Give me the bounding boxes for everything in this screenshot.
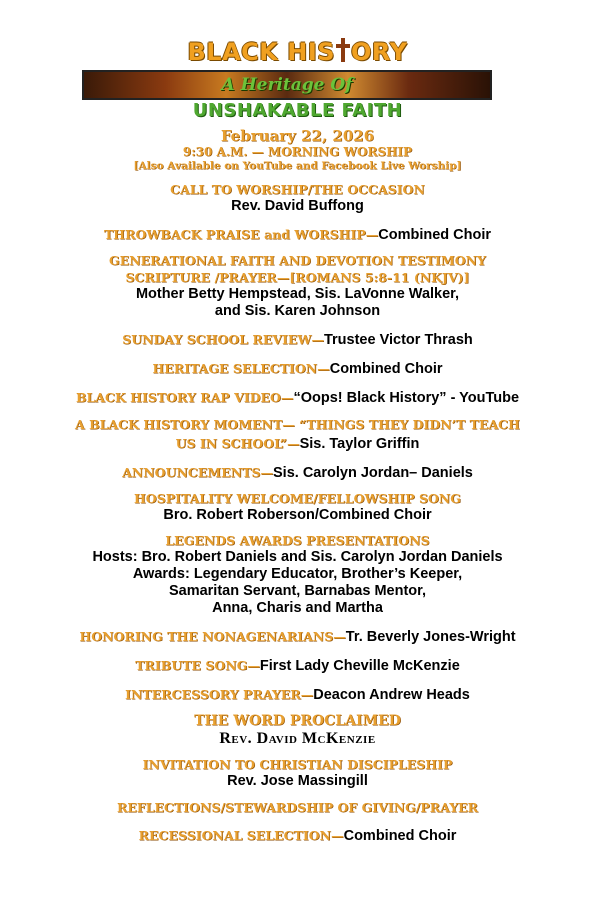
reflections-title: REFLECTIONS/STEWARDSHIP OF GIVING/PRAYER xyxy=(116,800,479,815)
heritage-selection-line xyxy=(0,358,595,378)
cross-icon xyxy=(336,38,350,66)
sunday-school-line xyxy=(0,329,595,349)
heritage-selection-title: HERITAGE SELECTION— xyxy=(152,361,330,376)
recessional-title: RECESSIONAL SELECTION— xyxy=(138,828,344,843)
service-time-line xyxy=(0,145,595,159)
rap-video-source: “Oops! Black History” - YouTube xyxy=(293,390,520,406)
announcements-title: ANNOUNCEMENTS— xyxy=(122,465,273,480)
call-to-worship-leader: Rev. David Buffong xyxy=(231,198,364,214)
word-proclaimed-title: THE WORD PROCLAIMED xyxy=(194,713,401,729)
announcements-leader: Sis. Carolyn Jordan– Daniels xyxy=(273,465,473,481)
tribute-song-title: TRIBUTE SONG— xyxy=(135,658,260,673)
legends-awards-2: Samaritan Servant, Barnabas Mentor, xyxy=(168,583,427,599)
availability-note: [Also Available on YouTube and Facebook Live Worship] xyxy=(133,160,462,172)
hospitality-title: HOSPITALITY WELCOME/FELLOWSHIP SONG xyxy=(134,491,461,506)
testimony-title-1: GENERATIONAL FAITH AND DEVOTION TESTIMONY xyxy=(109,253,486,268)
recessional-line xyxy=(0,825,595,845)
heritage-banner xyxy=(82,70,492,100)
service-time-label: — MORNING WORSHIP xyxy=(247,145,413,159)
nonagenarians-leader: Tr. Beverly Jones-Wright xyxy=(345,629,516,645)
announcements-line xyxy=(0,462,595,482)
history-moment-leader: Sis. Taylor Griffin xyxy=(299,436,420,452)
intercessory-leader: Deacon Andrew Heads xyxy=(313,687,470,703)
legends-awards-3: Anna, Charis and Martha xyxy=(212,600,383,616)
testimony-participants-2: and Sis. Karen Johnson xyxy=(214,303,381,319)
nonagenarians-line xyxy=(0,626,595,646)
service-date: February 22, 2026 xyxy=(220,127,375,145)
invitation-title: INVITATION TO CHRISTIAN DISCIPLESHIP xyxy=(142,757,453,772)
subtitle: UNSHAKABLE FAITH xyxy=(192,100,403,121)
legends-title: LEGENDS AWARDS PRESENTATIONS xyxy=(165,533,430,548)
word-proclaimed-preacher: Rev. David McKenzie xyxy=(219,730,376,747)
program-header xyxy=(0,38,595,121)
history-moment-title-1: A BLACK HISTORY MOMENT— “THINGS THEY DIDN’T TEACH xyxy=(75,417,520,432)
throwback-title: THROWBACK PRAISE and WORSHIP— xyxy=(103,227,379,242)
history-moment-title-2: US IN SCHOOL”— xyxy=(175,436,300,451)
testimony-title-2: SCRIPTURE /PRAYER—[ROMANS 5:8-11 (NKJV)] xyxy=(125,270,470,285)
sunday-school-leader: Trustee Victor Thrash xyxy=(323,332,473,348)
legends-hosts: Hosts: Bro. Robert Daniels and Sis. Carolyn Jordan Daniels xyxy=(92,549,503,565)
history-moment-line-2 xyxy=(0,433,595,453)
main-title xyxy=(0,38,595,66)
throwback-leader: Combined Choir xyxy=(378,227,492,243)
rap-video-line xyxy=(0,387,595,407)
heritage-selection-leader: Combined Choir xyxy=(329,361,443,377)
invitation-leader: Rev. Jose Massingill xyxy=(227,773,368,789)
main-title-part1: BLACK HIS xyxy=(187,38,336,66)
nonagenarians-title: HONORING THE NONAGENARIANS— xyxy=(79,629,346,644)
sunday-school-title: SUNDAY SCHOOL REVIEW— xyxy=(122,332,324,347)
recessional-leader: Combined Choir xyxy=(343,828,457,844)
service-time: 9:30 A.M. xyxy=(182,145,248,159)
main-title-part2: ORY xyxy=(351,38,408,66)
order-of-service xyxy=(0,128,595,845)
testimony-participants-1: Mother Betty Hempstead, Sis. LaVonne Walker, xyxy=(135,286,460,302)
legends-awards-1: Awards: Legendary Educator, Brother’s Keeper, xyxy=(132,566,463,582)
tribute-song-line xyxy=(0,655,595,675)
banner-text: A Heritage Of xyxy=(221,75,353,95)
intercessory-line xyxy=(0,684,595,704)
rap-video-title: BLACK HISTORY RAP VIDEO— xyxy=(75,390,294,405)
call-to-worship-title: CALL TO WORSHIP/THE OCCASION xyxy=(170,182,425,197)
throwback-line xyxy=(0,224,595,244)
hospitality-leader: Bro. Robert Roberson/Combined Choir xyxy=(163,507,432,523)
intercessory-title: INTERCESSORY PRAYER— xyxy=(125,687,314,702)
tribute-song-leader: First Lady Cheville McKenzie xyxy=(259,658,460,674)
